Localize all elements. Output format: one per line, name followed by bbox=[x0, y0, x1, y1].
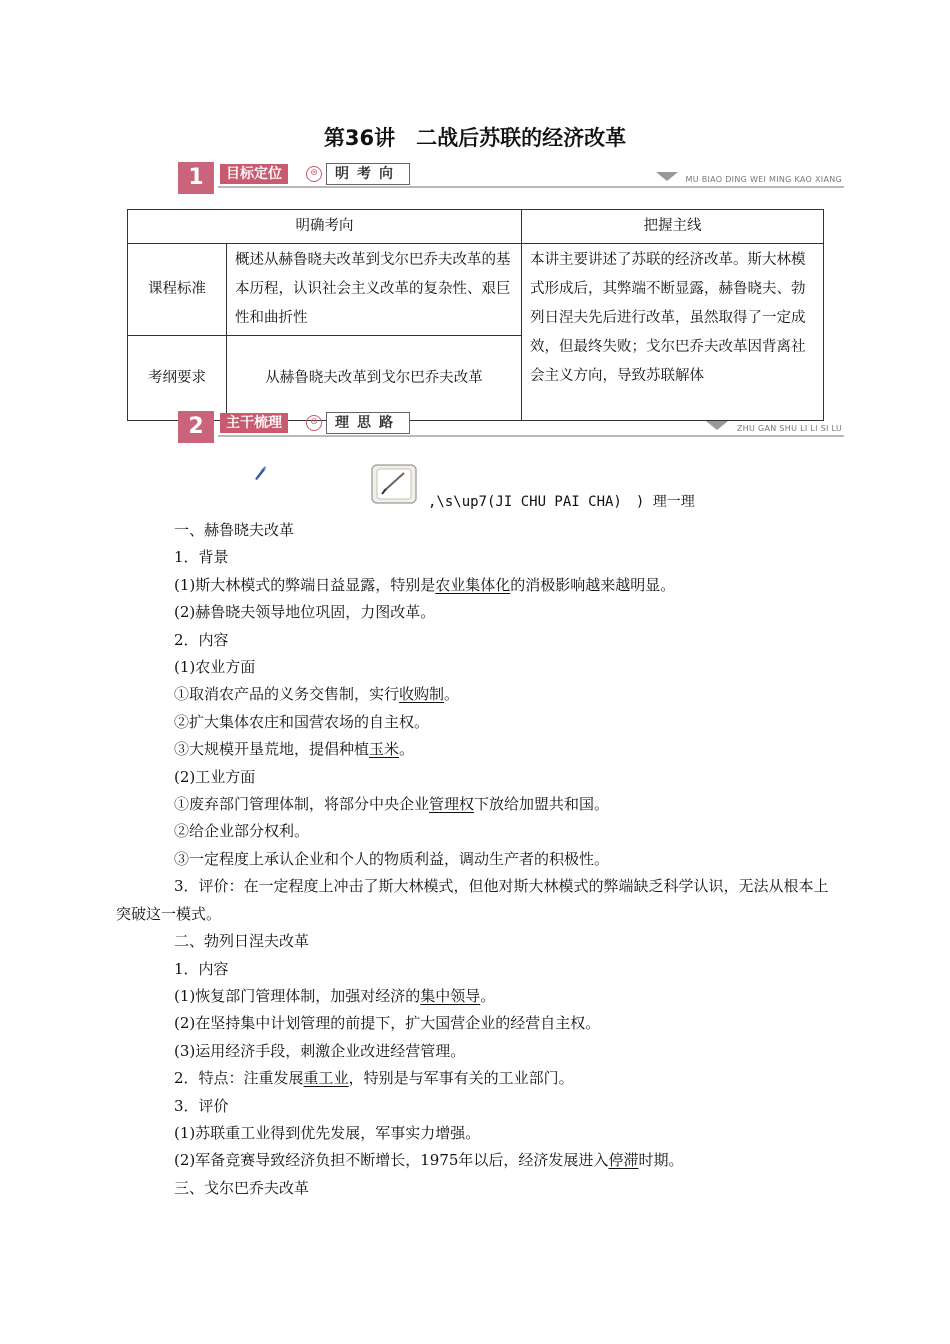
row-text-standard: 概述从赫鲁晓夫改革到戈尔巴乔夫改革的基本历程，认识社会主义改革的复杂性、艰巨性和曲折性 bbox=[227, 244, 522, 336]
key-term: 玉米 bbox=[369, 740, 400, 759]
key-term: 停滞 bbox=[608, 1151, 639, 1170]
table-row bbox=[128, 244, 824, 336]
key-term: 管理权 bbox=[429, 795, 475, 814]
banner-subtitle: 明考向 bbox=[326, 163, 410, 185]
list-item: (2)工业方面 bbox=[174, 767, 256, 786]
triangle-icon bbox=[706, 421, 728, 430]
banner-number: 1 bbox=[178, 162, 214, 194]
list-item: ①取消农产品的义务交售制，实行收购制。 bbox=[174, 685, 460, 704]
pen-icon bbox=[253, 465, 267, 481]
table-header-right: 把握主线 bbox=[522, 210, 824, 244]
section-heading: 三、戈尔巴乔夫改革 bbox=[174, 1178, 310, 1197]
banner-number: 2 bbox=[178, 411, 214, 443]
subsection-heading: 2．内容 bbox=[174, 630, 229, 649]
list-item: (2)军备竞赛导致经济负担不断增长，1975年以后，经济发展进入停滞时期。 bbox=[174, 1151, 684, 1170]
arrow-circle-icon: ⊜ bbox=[306, 415, 322, 431]
table-header-left: 明确考向 bbox=[128, 210, 522, 244]
field-code-line: ,\s\up7(JI CHU PAI CHA) ) 理一理 bbox=[428, 494, 695, 510]
banner-subtitle: 理思路 bbox=[326, 412, 410, 434]
list-item: (1)斯大林模式的弊端日益显露，特别是农业集体化的消极影响越来越明显。 bbox=[174, 575, 676, 594]
list-item: ②扩大集体农庄和国营农场的自主权。 bbox=[174, 712, 430, 731]
row-label-standard: 课程标准 bbox=[128, 244, 227, 336]
key-term: 重工业 bbox=[303, 1069, 349, 1088]
section-banner-goals bbox=[178, 160, 844, 194]
list-item: (2)在坚持集中计划管理的前提下，扩大国营企业的经营自主权。 bbox=[174, 1014, 601, 1033]
row-text-syllabus: 从赫鲁晓夫改革到戈尔巴乔夫改革 bbox=[227, 336, 522, 421]
key-term: 收购制 bbox=[399, 685, 445, 704]
banner-tag: 主干梳理 bbox=[220, 413, 288, 433]
key-term: 集中领导 bbox=[420, 986, 481, 1005]
objectives-table bbox=[127, 209, 824, 421]
subsection-heading: 1．背景 bbox=[174, 548, 229, 567]
outline-content bbox=[116, 517, 834, 1202]
banner-tag: 目标定位 bbox=[220, 164, 288, 184]
section-banner-outline bbox=[178, 409, 844, 443]
page-title: 第36讲 二战后苏联的经济改革 bbox=[323, 126, 627, 150]
evaluation-paragraph: 3．评价：在一定程度上冲击了斯大林模式，但他对斯大林模式的弊端缺乏科学认识，无法从根本上突破这一模式。 bbox=[116, 877, 829, 923]
key-term: 农业集体化 bbox=[435, 575, 511, 594]
banner-english: MU BIAO DING WEI MING KAO XIANG bbox=[685, 175, 842, 184]
list-item: 2．特点：注重发展重工业，特别是与军事有关的工业部门。 bbox=[174, 1069, 574, 1088]
list-item: (1)苏联重工业得到优先发展，军事实力增强。 bbox=[174, 1123, 481, 1142]
list-item: ③大规模开垦荒地，提倡种植玉米。 bbox=[174, 740, 415, 759]
list-item: (2)赫鲁晓夫领导地位巩固，力图改革。 bbox=[174, 603, 436, 622]
list-item: ①废弃部门管理体制，将部分中央企业管理权下放给加盟共和国。 bbox=[174, 795, 610, 814]
section-heading: 一、赫鲁晓夫改革 bbox=[174, 521, 295, 539]
triangle-icon bbox=[656, 172, 678, 181]
main-line-text: 本讲主要讲述了苏联的经济改革。斯大林模式形成后，其弊端不断显露，赫鲁晓夫、勃列日涅夫先后进行改革，虽然取得了一定成效，但最终失败；戈尔巴乔夫改革因背离社会主义方向，导致苏联解体 bbox=[522, 244, 824, 421]
row-label-syllabus: 考纲要求 bbox=[128, 336, 227, 421]
list-item: (1)恢复部门管理体制，加强对经济的集中领导。 bbox=[174, 986, 496, 1005]
table-header-row bbox=[128, 210, 824, 244]
banner-rule bbox=[218, 186, 844, 188]
notebook-icon bbox=[370, 461, 420, 507]
arrow-circle-icon: ⊜ bbox=[306, 166, 322, 182]
subsection-heading: 3．评价 bbox=[174, 1096, 229, 1115]
banner-rule bbox=[218, 435, 844, 437]
banner-english: ZHU GAN SHU LI LI SI LU bbox=[736, 424, 842, 433]
list-item: (1)农业方面 bbox=[174, 658, 256, 677]
list-item: ③一定程度上承认企业和个人的物质利益，调动生产者的积极性。 bbox=[174, 849, 610, 868]
subsection-heading: 1．内容 bbox=[174, 959, 229, 978]
list-item: ②给企业部分权利。 bbox=[174, 822, 310, 841]
list-item: (3)运用经济手段，刺激企业改进经营管理。 bbox=[174, 1041, 466, 1060]
section-heading: 二、勃列日涅夫改革 bbox=[174, 932, 310, 951]
